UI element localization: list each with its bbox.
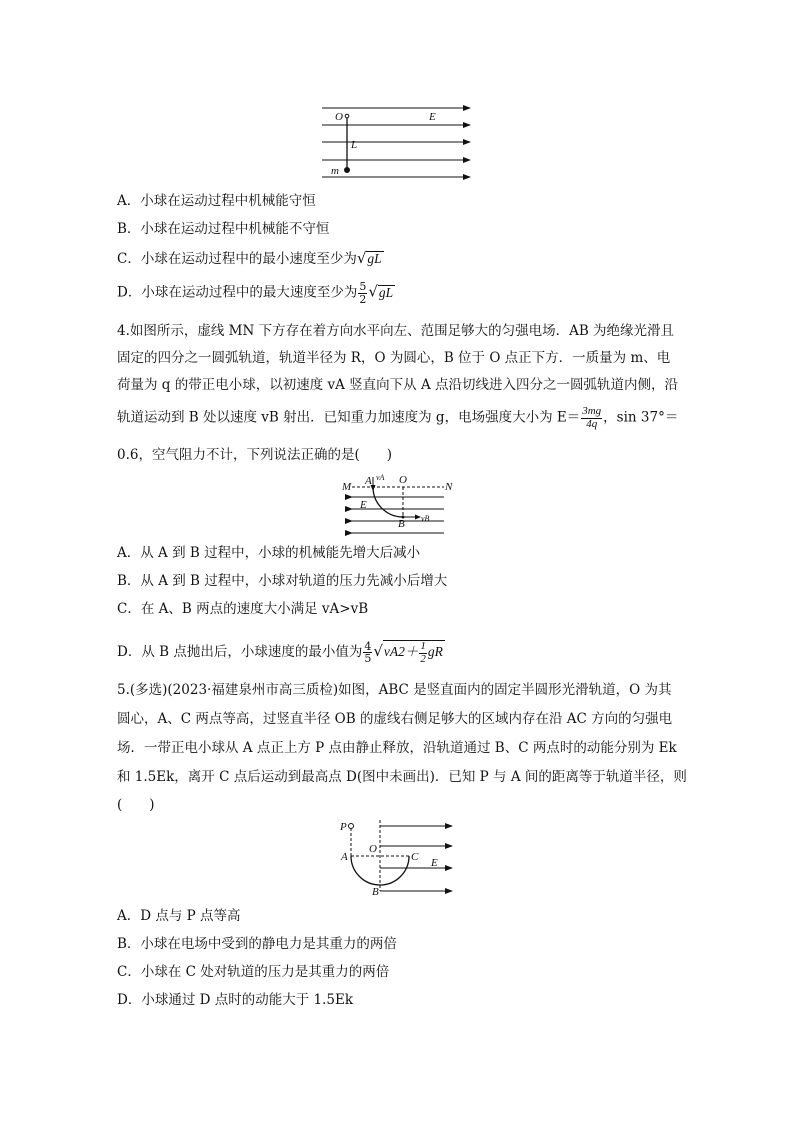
sqrt-icon: √: [373, 642, 383, 661]
q5-option-a: A．D 点与 P 点等高: [117, 908, 241, 924]
q4-stem-line3: 荷量为 q 的带正电小球，以初速度 vA 竖直向下从 A 点沿切线进入四分之一圆弧轨道内侧，沿: [117, 377, 679, 393]
q5-option-b: B．小球在电场中受到的静电力是其重力的两倍: [117, 936, 397, 952]
sqrt-icon: √: [356, 249, 367, 267]
q4-label-m: M: [342, 481, 352, 493]
q3-option-b: B．小球在运动过程中机械能不守恒: [117, 221, 330, 237]
q5-label-b: B: [372, 886, 379, 898]
q5-label-c: C: [411, 851, 419, 863]
q5-label-p: P: [340, 821, 347, 833]
q5-stem-line5: ( ): [117, 797, 155, 813]
q5-stem-line2: 圆心，A、C 两点等高，过竖直半径 OB 的虚线右侧足够大的区域内存在沿 AC 方向的匀强电: [117, 711, 673, 727]
q5-label-a: A: [341, 851, 348, 863]
q4-option-d: D．从 B 点抛出后，小球速度的最小值为 $\frac{4}{5}$ √vA2＋ $\frac{1}{2}$ gR: [117, 639, 443, 666]
q4-label-vb: vB: [421, 514, 430, 523]
q4-stem-line2: 固定的四分之一圆弧轨道，轨道半径为 R，O 为圆心，B 位于 O 点正下方．一质量为 m、电: [117, 350, 671, 366]
q3-label-m: m: [331, 165, 339, 177]
q3-option-d: D．小球在运动过程中的最大速度至少为 $\frac{5}{2}$ √gL: [117, 280, 394, 306]
q5-stem-line3: 场．一带正电小球从 A 点正上方 P 点由静止释放，沿轨道通过 B、C 两点时的动能分别为 Ek: [117, 740, 677, 756]
sqrt-icon: √: [368, 282, 378, 301]
q4-label-a: A: [365, 475, 372, 487]
q5-label-o: O: [369, 843, 377, 855]
q4-label-o: O: [399, 474, 407, 486]
q3-label-o: O: [335, 111, 343, 123]
q5-stem-line4: 和 1.5Ek，离开 C 点后运动到最高点 D(图中未画出)．已知 P 与 A 间的距离等于轨道半径，则: [117, 769, 687, 785]
q4-label-b: B: [398, 518, 405, 530]
q4-label-e: E: [360, 499, 367, 511]
q4-option-a: A．从 A 到 B 过程中，小球的机械能先增大后减小: [117, 545, 421, 561]
q3-label-e: E: [429, 111, 436, 123]
q5-ball-p: [349, 824, 354, 829]
q3-label-l: L: [351, 139, 358, 151]
q5-option-c: C．小球在 C 处对轨道的压力是其重力的两倍: [117, 964, 390, 980]
q5-label-e: E: [431, 857, 438, 869]
q4-stem-line5: 0.6，空气阻力不计，下列说法正确的是( ): [117, 447, 393, 463]
q4-label-va: vA: [376, 473, 385, 482]
q4-stem-line4: 轨道运动到 B 处以速度 vB 射出．已知重力加速度为 g，电场强度大小为 E＝ $\frac{3mg}{4q}$ ，sin 37°＝: [117, 405, 679, 430]
q3-option-c: C．小球在运动过程中的最小速度至少为√gL: [117, 249, 382, 267]
q5-stem-line1: 5.(多选)(2023·福建泉州市高三质检)如图，ABC 是竖直面内的固定半圆形光滑轨道，O 为其: [117, 682, 672, 698]
q4-option-c: C．在 A、B 两点的速度大小满足 vA>vB: [117, 601, 369, 617]
q5-option-d: D．小球通过 D 点时的动能大于 1.5Ek: [117, 992, 354, 1008]
q3-option-a: A．小球在运动过程中机械能守恒: [117, 193, 316, 209]
q4-option-b: B．从 A 到 B 过程中，小球对轨道的压力先减小后增大: [117, 573, 448, 589]
q4-label-n: N: [445, 481, 453, 493]
q4-stem-line1: 4.如图所示，虚线 MN 下方存在着方向水平向左、范围足够大的匀强电场．AB 为绝缘光滑且: [117, 323, 675, 339]
